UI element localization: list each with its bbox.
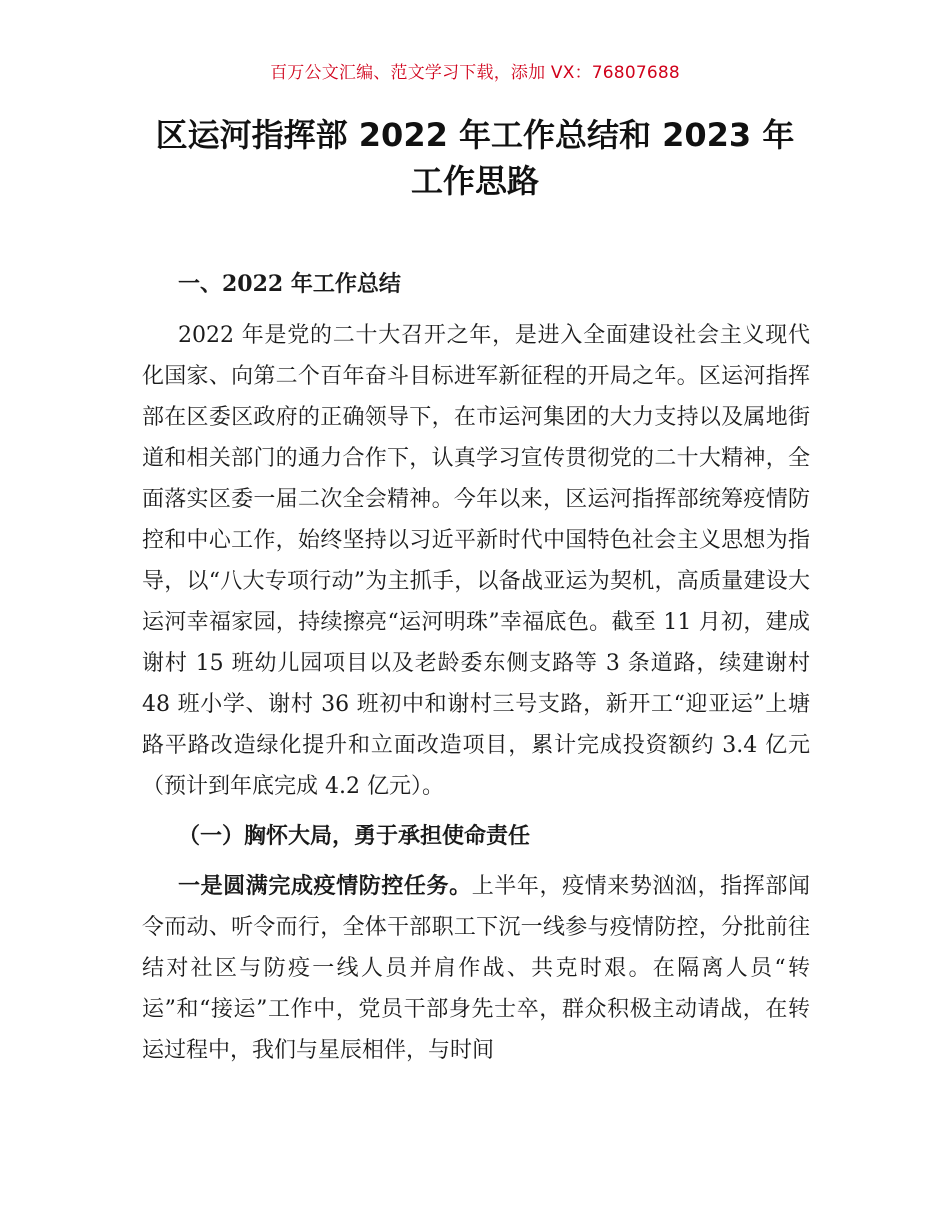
paragraph-lead: 一是圆满完成疫情防控任务。	[178, 873, 472, 899]
intro-paragraph: 2022 年是党的二十大召开之年，是进入全面建设社会主义现代化国家、向第二个百年奋斗目标进军新征程的开局之年。区运河指挥部在区委区政府的正确领导下，在市运河集团的大力支持以及属地街道和相关部门的通力合作下，认真学习宣传贯彻党的二十大精神，全面落实区委一届二次全会精神。今年以来，区运河指挥部统筹疫情防控和中心工作，始终坚持以习近平新时代中国特色社会主义思想为指导，以“八大专项行动”为主抓手，以备战亚运为契机，高质量建设大运河幸福家园，持续擦亮“运河明珠”幸福底色。截至 11 月初，建成谢村 15 班幼儿园项目以及老龄委东侧支路等 3 条道路，续建谢村 48 班小学、谢村 36 班初中和谢村三号支路，新开工“迎亚运”上塘路平路改造绿化提升和立面改造项目，累计完成投资额约 3.4 亿元（预计到年底完成 4.2 亿元）。	[142, 323, 810, 799]
document-title	[120, 112, 830, 204]
title-line-2: 工作思路	[410, 162, 539, 200]
download-banner: 百万公文汇编、范文学习下载，添加 VX：76807688	[270, 63, 680, 83]
section-heading: 一、2022 年工作总结	[178, 271, 401, 297]
title-line-1: 区运河指挥部 2022 年工作总结和 2023 年	[155, 116, 795, 154]
subsection-heading: （一）胸怀大局，勇于承担使命责任	[178, 823, 531, 849]
document-body	[142, 264, 810, 1080]
paragraph-text: 上半年，疫情来势汹汹，指挥部闻令而动、听令而行，全体干部职工下沉一线参与疫情防控，分批前往结对社区与防疫一线人员并肩作战、共克时艰。在隔离人员“转运”和“接运”工作中，党员干部身先士卒，群众积极主动请战，在转运过程中，我们与星辰相伴，与时间	[142, 874, 810, 1063]
subsection-paragraph	[142, 866, 810, 1071]
